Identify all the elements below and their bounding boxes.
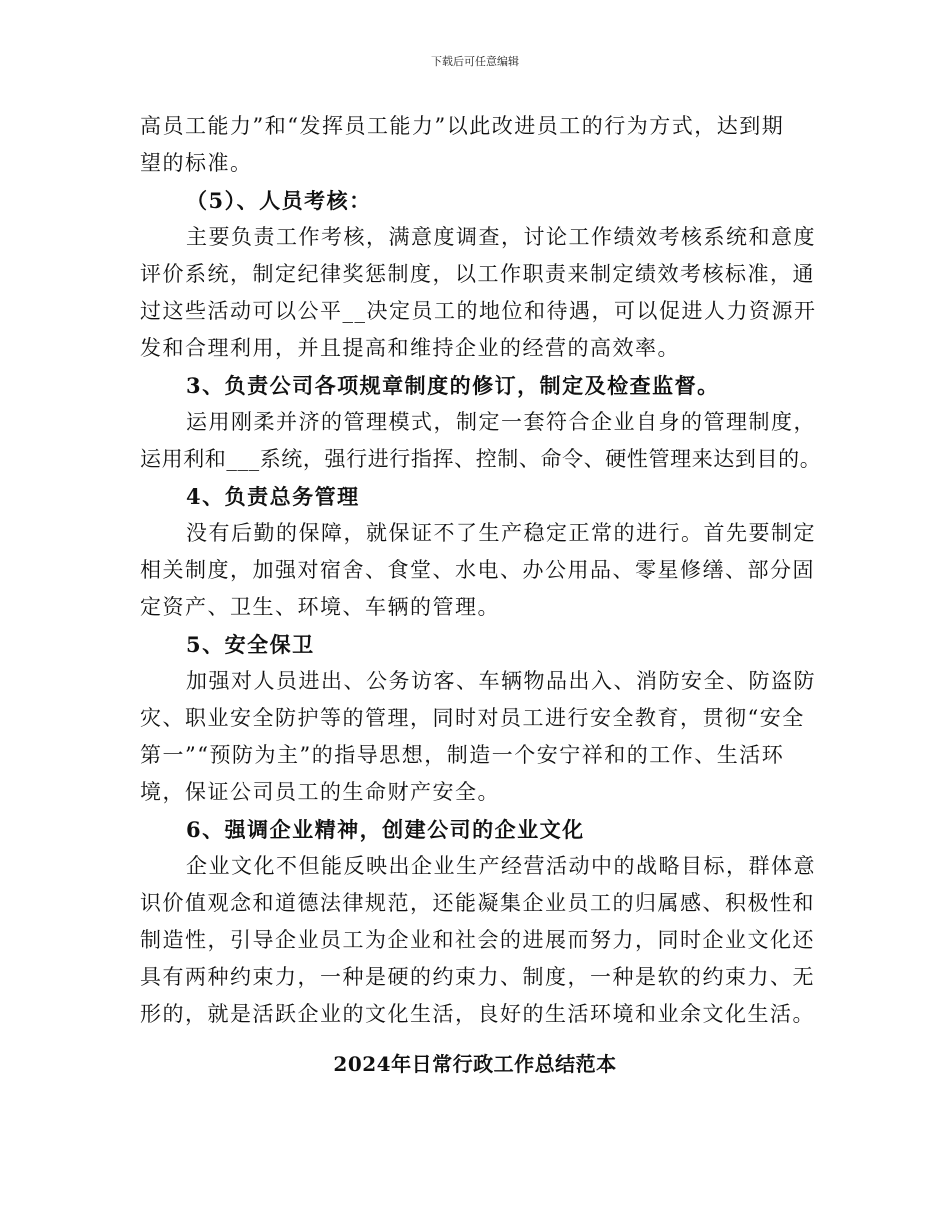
text-line: 灾、职业安全防护等的管理，同时对员工进行安全教育，贯彻“安全 — [140, 706, 805, 730]
text-line: 发和合理利用，并且提高和维持企业的经营的高效率。 — [140, 336, 680, 360]
section-heading: 4、负责总务管理 — [186, 484, 360, 509]
text-line: 望的标准。 — [140, 151, 253, 175]
text-line: 识价值观念和道德法律规范，还能凝集企业员工的归属感、积极性和 — [140, 891, 815, 915]
section-heading: 5、安全保卫 — [186, 632, 315, 657]
page-header: 下载后可任意编辑 — [431, 55, 519, 68]
text-line: 运用利和___系统，强行进行指挥、控制、命令、硬性管理来达到目的。 — [140, 447, 822, 471]
text-line: 制造性，引导企业员工为企业和社会的进展而努力，同时企业文化还 — [140, 928, 815, 952]
text-line: 定资产、卫生、环境、车辆的管理。 — [140, 595, 500, 619]
text-line: 企业文化不但能反映出企业生产经营活动中的战略目标，群体意 — [186, 854, 816, 878]
text-line: 第一”“预防为主”的指导思想，制造一个安宁祥和的工作、生活环 — [140, 743, 785, 767]
document-body — [140, 108, 822, 1033]
text-line: 具有两种约束力，一种是硬的约束力、制度，一种是软的约束力、无 — [140, 965, 815, 989]
text-line: 评价系统，制定纪律奖惩制度，以工作职责来制定绩效考核标准，通 — [140, 262, 815, 286]
section-heading: 6、强调企业精神，创建公司的企业文化 — [186, 817, 585, 842]
text-line: 没有后勤的保障，就保证不了生产稳定正常的进行。首先要制定 — [186, 521, 816, 545]
section-heading: （5）、人员考核： — [186, 188, 372, 213]
text-line: 运用刚柔并济的管理模式，制定一套符合企业自身的管理制度， — [186, 410, 816, 434]
text-line: 相关制度，加强对宿舍、食堂、水电、办公用品、零星修缮、部分固 — [140, 558, 815, 582]
text-line: 形的，就是活跃企业的文化生活，良好的生活环境和业余文化生活。 — [140, 1002, 815, 1026]
text-line: 高员工能力”和“发挥员工能力”以此改进员工的行为方式，达到期 — [140, 114, 785, 138]
text-line: 主要负责工作考核，满意度调查，讨论工作绩效考核系统和意度 — [186, 225, 816, 249]
section-heading: 3、负责公司各项规章制度的修订，制定及检查监督。 — [186, 373, 720, 398]
document-title: 2024年日常行政工作总结范本 — [333, 1052, 617, 1076]
text-line: 境，保证公司员工的生命财产安全。 — [140, 780, 500, 804]
text-line: 加强对人员进出、公务访客、车辆物品出入、消防安全、防盗防 — [186, 669, 816, 693]
text-line: 过这些活动可以公平__决定员工的地位和待遇，可以促进人力资源开 — [140, 299, 817, 323]
